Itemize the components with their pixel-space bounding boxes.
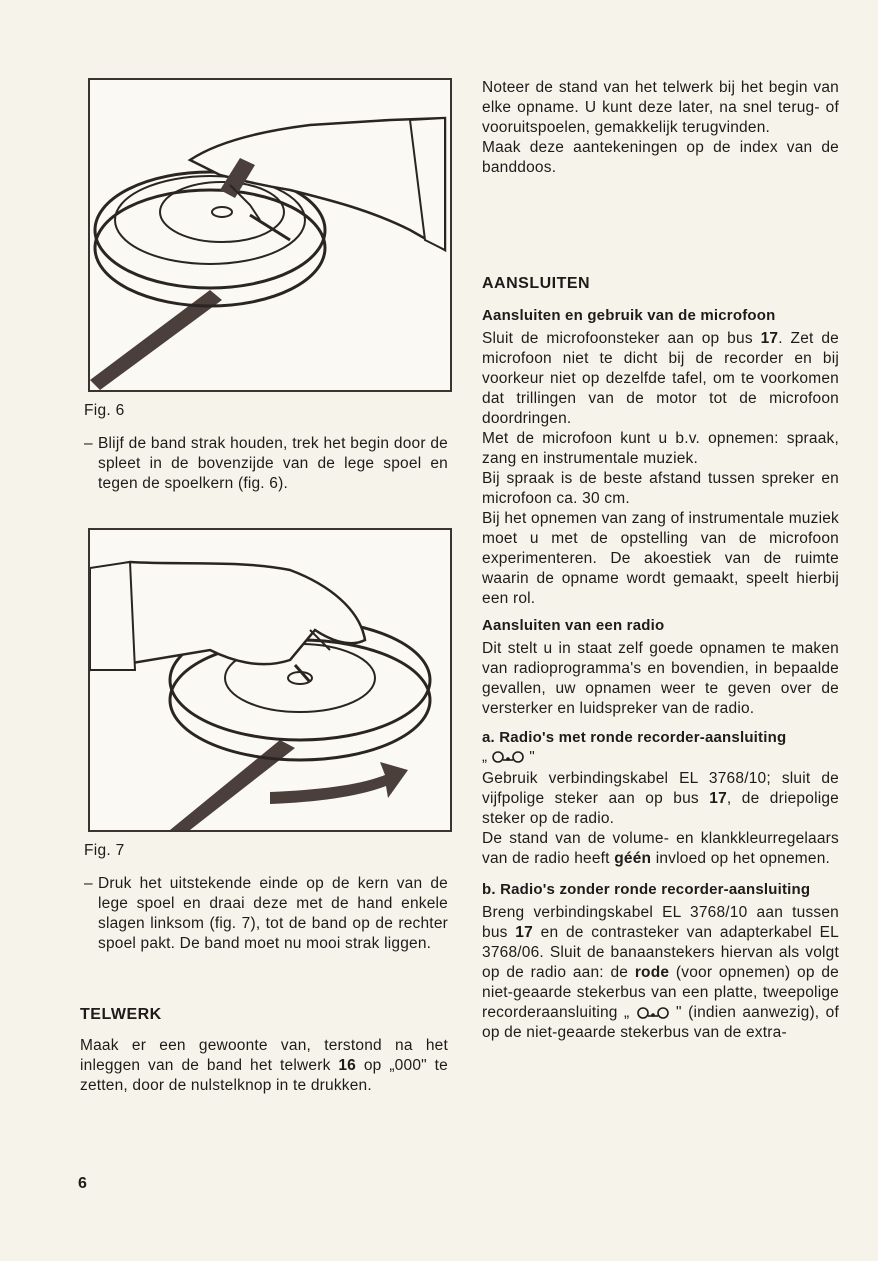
radio-b-emphasis: rode	[634, 964, 670, 981]
bullet-dash: –	[84, 875, 93, 892]
radio-b-text-1b: en de contrasteker van adapterkabel EL 3768/06. Sluit de banaanstekers hiervan als volgt op de radio aan: de	[482, 924, 839, 981]
radio-a-text-2a: De stand van de volume- en klankkleurregelaars van de radio heeft	[482, 830, 839, 867]
figure-6-caption: Fig. 6	[84, 402, 125, 419]
figure-7-caption: Fig. 7	[84, 842, 125, 859]
radio-a-text-1a: Gebruik verbindingskabel EL 3768/10; sluit de vijfpolige steker aan op bus	[482, 770, 839, 807]
radio-b-text-1c: (voor opnemen) op de niet-geaarde stekerbus van een platte, tweepolige recorderaansluiting „	[482, 964, 839, 1021]
left-column	[80, 78, 448, 1096]
telwerk-heading: TELWERK	[80, 1006, 162, 1023]
intro-paragraph-2: Maak deze aantekeningen op de index van de banddoos.	[482, 139, 839, 176]
microfoon-paragraph-1	[482, 329, 839, 429]
telwerk-paragraph	[80, 1036, 448, 1096]
aansluiten-heading: AANSLUITEN	[482, 275, 591, 292]
telwerk-text-part-1: Maak er een gewoonte van, terstond na het inleggen van de band het telwerk	[80, 1037, 448, 1074]
quote-close: "	[529, 748, 535, 765]
quote-open: „	[482, 748, 487, 765]
page-number: 6	[78, 1175, 87, 1192]
figure-6-illustration	[88, 78, 452, 392]
radio-heading: Aansluiten van een radio	[482, 617, 665, 634]
bullet-1-text: Blijf de band strak houden, trek het begin door de spleet in de bovenzijde van de lege spoel en tegen de spoelkern (fig. 6).	[98, 435, 448, 492]
reel-threading-drawing	[90, 80, 450, 390]
radio-b-text-1d: " (indien aanwezig), of op de niet-geaarde stekerbus van de extra-	[482, 1004, 839, 1041]
instruction-bullet-2	[80, 874, 448, 954]
microfoon-text-1a: Sluit de microfoonsteker aan op bus	[482, 330, 761, 347]
microfoon-paragraph-2: Met de microfoon kunt u b.v. opnemen: spraak, zang en instrumentale muziek.	[482, 430, 839, 467]
radio-a-paragraph-1	[482, 769, 839, 829]
radio-a-heading: a. Radio's met ronde recorder-aansluiting	[482, 729, 787, 746]
telwerk-counter-number: 16	[338, 1057, 357, 1074]
radio-b-text-1a: Breng verbindingskabel EL 3768/10 aan tussen bus	[482, 904, 839, 941]
reel-turning-drawing	[90, 530, 450, 830]
radio-b-paragraph	[482, 903, 839, 1043]
telwerk-section	[80, 1006, 448, 1096]
radio-a-text-1b: , de driepolige steker op de radio.	[482, 790, 839, 827]
radio-a-connector-line	[482, 748, 839, 765]
microfoon-heading: Aansluiten en gebruik van de microfoon	[482, 307, 776, 324]
radio-a-paragraph-2	[482, 829, 839, 869]
telwerk-text-part-2: op „000" te zetten, door de nulstelknop in te drukken.	[80, 1057, 449, 1094]
bus-number: 17	[709, 790, 727, 807]
bus-number: 17	[760, 330, 779, 347]
microfoon-paragraph-4: Bij het opnemen van zang of instrumentale muziek moet u met de opstelling van de microfoon experimenteren. De akoestiek van de ruimte waarin de opname wordt gemaakt, speelt hierbij een rol.	[482, 510, 839, 607]
radio-a-emphasis: géén	[614, 850, 652, 867]
figure-7-illustration	[88, 528, 452, 832]
bullet-dash: –	[84, 435, 93, 452]
intro-paragraph-1: Noteer de stand van het telwerk bij het begin van elke opname. U kunt deze later, na snel terug- of vooruitspoelen, gemakkelijk terugvinden.	[482, 79, 839, 136]
microfoon-paragraph-3: Bij spraak is de beste afstand tussen spreker en microfoon ca. 30 cm.	[482, 470, 839, 507]
instruction-bullet-1	[80, 434, 448, 494]
bus-number: 17	[515, 924, 533, 941]
radio-a-text-2b: invloed op het opnemen.	[651, 850, 831, 867]
microfoon-text-1b: . Zet de microfoon niet te dicht bij de recorder en bij voorkeur niet op dezelfde tafel, om te voorkomen dat trillingen van de motor tot de microfoon doordringen.	[482, 330, 840, 427]
recorder-connector-icon	[636, 1006, 670, 1020]
right-column	[482, 78, 839, 1043]
radio-paragraph: Dit stelt u in staat zelf goede opnamen te maken van radioprogramma's en bovendien, in bepaalde gevallen, uw opnamen weer te geven over de versterker en luidspreker van de radio.	[482, 640, 839, 717]
radio-b-heading: b. Radio's zonder ronde recorder-aansluiting	[482, 881, 811, 898]
recorder-connector-icon	[491, 750, 525, 764]
bullet-2-text: Druk het uitstekende einde op de kern van de lege spoel en draai deze met de hand enkele slagen linksom (fig. 7), tot de band op de rechter spoel pakt. De band moet nu mooi strak liggen.	[98, 875, 448, 952]
